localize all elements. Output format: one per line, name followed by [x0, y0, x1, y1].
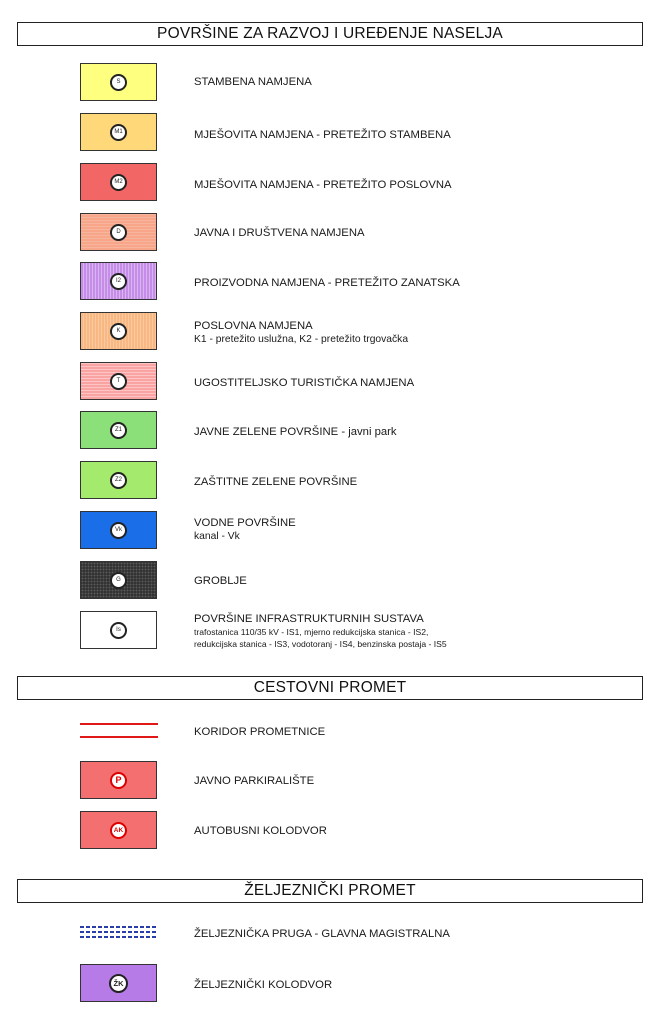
legend-label: KORIDOR PROMETNICE [194, 726, 326, 738]
legend-swatch-vodne [80, 511, 157, 549]
symbol-badge: D [110, 224, 127, 241]
symbol-badge: Vk [110, 522, 127, 539]
legend-swatch-zeljeznicki-kolodvor [80, 964, 157, 1002]
legend-swatch-mjesovita-poslovna [80, 163, 157, 201]
legend-label: JAVNE ZELENE POVRŠINE - javni park [194, 426, 397, 438]
section-header-zeljeznicki [17, 879, 643, 903]
legend-label: JAVNA I DRUŠTVENA NAMJENA [194, 227, 365, 239]
road-corridor-icon [80, 723, 158, 739]
legend-label: STAMBENA NAMJENA [194, 76, 312, 88]
legend-swatch-javna-drustvena [80, 213, 157, 251]
section-title: ŽELJEZNIČKI PROMET [244, 882, 416, 899]
legend-sublabel: trafostanica 110/35 kV - IS1, mjerno redukcijska stanica - IS2, [194, 627, 429, 637]
legend-swatch-javne-zelene [80, 411, 157, 449]
legend-label: ŽELJEZNIČKI KOLODVOR [194, 979, 333, 991]
symbol-badge: S [110, 74, 127, 91]
legend-swatch-proizvodna [80, 262, 157, 300]
legend-sublabel: K1 - pretežito uslužna, K2 - pretežito trgovačka [194, 334, 409, 345]
legend-swatch-mjesovita-stambena [80, 113, 157, 151]
symbol-badge: G [110, 572, 127, 589]
legend-label: AUTOBUSNI KOLODVOR [194, 825, 327, 837]
legend-label: GROBLJE [194, 575, 247, 587]
bus-station-icon: AK [110, 822, 127, 839]
legend-label: POSLOVNA NAMJENA K1 - pretežito uslužna, K2 - pretežito trgovačka [194, 320, 409, 345]
section-title: CESTOVNI PROMET [253, 679, 407, 696]
legend-label: POVRŠINE INFRASTRUKTURNIH SUSTAVA trafostanica 110/35 kV - IS1, mjerno redukcijska stanica - IS2, redukcijska stanica - IS3, vodotoranj - IS4, benzinska postaja - IS5 [194, 613, 447, 649]
legend-swatch-poslovna [80, 312, 157, 350]
section-header-cestovni [17, 676, 643, 700]
legend-label: MJEŠOVITA NAMJENA - PRETEŽITO STAMBENA [194, 129, 451, 141]
legend-label: JAVNO PARKIRALIŠTE [194, 775, 315, 787]
section-title: POVRŠINE ZA RAZVOJ I UREĐENJE NASELJA [157, 25, 503, 42]
symbol-badge: Is [110, 622, 127, 639]
symbol-badge: Z1 [110, 422, 127, 439]
legend-label: UGOSTITELJSKO TURISTIČKA NAMJENA [194, 377, 415, 389]
symbol-badge: T [110, 373, 127, 390]
railway-station-icon: ŽK [109, 974, 128, 993]
legend-swatch-parkiraliste [80, 761, 157, 799]
railway-line-icon [80, 926, 158, 940]
legend-sublabel: redukcijska stanica - IS3, vodotoranj - IS4, benzinska postaja - IS5 [194, 639, 447, 649]
legend-label: MJEŠOVITA NAMJENA - PRETEŽITO POSLOVNA [194, 179, 452, 191]
legend-swatch-groblje [80, 561, 157, 599]
legend-sublabel: kanal - Vk [194, 531, 240, 542]
symbol-badge: M2 [110, 174, 127, 191]
section-header-naselja [17, 22, 643, 46]
legend-label: ZAŠTITNE ZELENE POVRŠINE [194, 476, 358, 488]
symbol-badge: M1 [110, 124, 127, 141]
legend-label: PROIZVODNA NAMJENA - PRETEŽITO ZANATSKA [194, 277, 460, 289]
legend-swatch-ugostiteljsko [80, 362, 157, 400]
legend-swatch-infrastruktura [80, 611, 157, 649]
parking-icon: P [110, 772, 127, 789]
legend-swatch-stambena [80, 63, 157, 101]
legend-swatch-autobusni [80, 811, 157, 849]
symbol-badge: I2 [110, 273, 127, 290]
legend-label: ŽELJEZNIČKA PRUGA - GLAVNA MAGISTRALNA [194, 928, 450, 940]
symbol-badge: K [110, 323, 127, 340]
symbol-badge: Z2 [110, 472, 127, 489]
legend-label: VODNE POVRŠINE kanal - Vk [194, 517, 296, 542]
legend-swatch-zastitne-zelene [80, 461, 157, 499]
